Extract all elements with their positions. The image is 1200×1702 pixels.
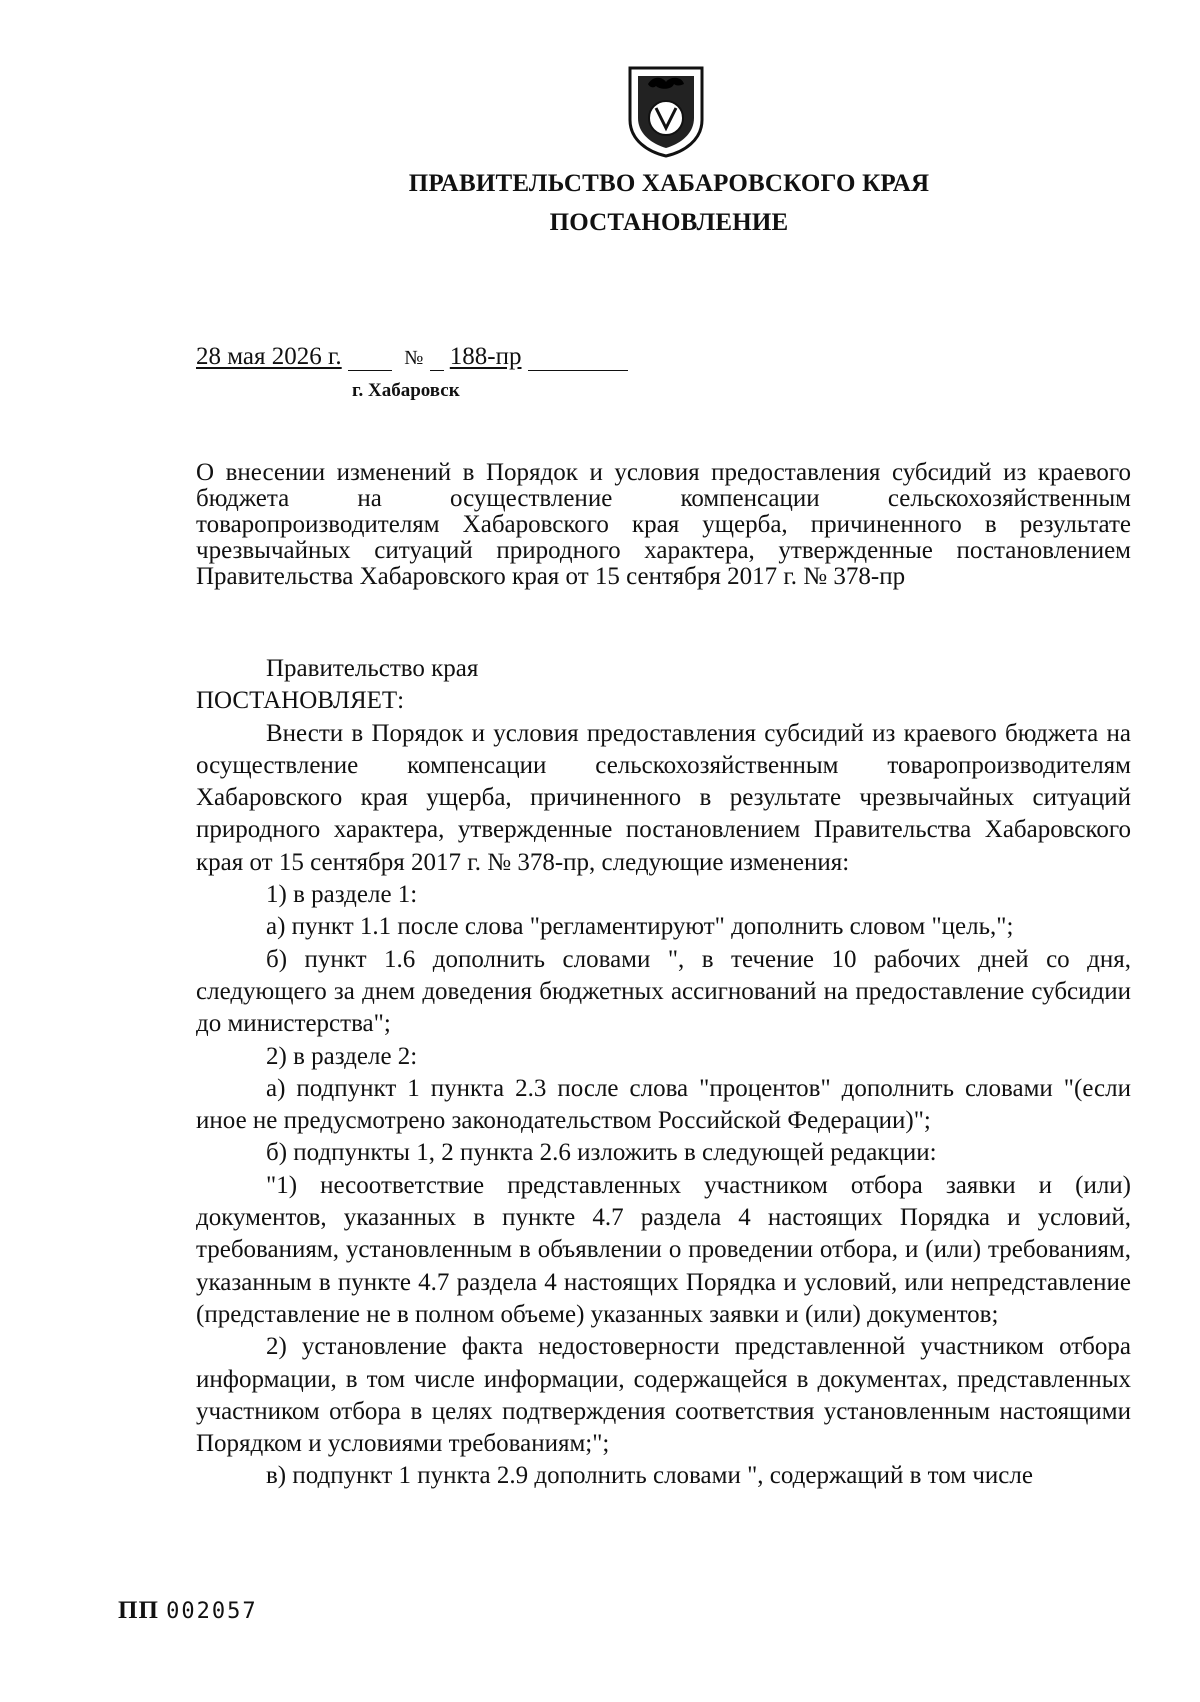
body-paragraph: "1) несоответствие представленных участником отбора заявки и (или) документов, указанных в пункте 4.7 раздела 4 настоящих Порядка и условий, требованиям, установленным в объявлении о проведении отбора, и (или) требованиям, указанным в пункте 4.7 раздела 4 настоящих Порядка и условий, или непредставление (представление не в полном объеме) указанных заявки и (или) документов; — [196, 1171, 1131, 1328]
preamble: Правительство края — [266, 655, 479, 682]
body-paragraph: 1) в разделе 1: — [266, 881, 418, 909]
body-paragraph: 2) установление факта недостоверности представленной участником отбора информации, в том числе информации, содержащейся в документах, представленных участником отбора в целях подтверждения соответствия установленным настоящими Порядком и условиями требованиям;"; — [196, 1333, 1131, 1458]
resolves-heading: ПОСТАНОВЛЯЕТ: — [196, 687, 405, 715]
body-paragraph: а) пункт 1.1 после слова "регламентируют" дополнить словом "цель,"; — [266, 913, 1014, 941]
document-body — [196, 653, 1131, 1493]
form-code-prefix: ПП — [118, 1597, 159, 1624]
number-sign: № — [404, 347, 424, 369]
document-type-title: ПОСТАНОВЛЕНИЕ — [549, 209, 789, 236]
body-paragraph: б) подпункты 1, 2 пункта 2.6 изложить в следующей редакции: — [266, 1139, 937, 1167]
document-number: 188-пр — [449, 343, 522, 370]
body-paragraph: а) подпункт 1 пункта 2.3 после слова "процентов" дополнить словами "(если иное не предусмотрено законодательством Российской Федерации)"; — [196, 1074, 1131, 1135]
date-number-line — [196, 343, 628, 371]
document-city: г. Хабаровск — [352, 380, 460, 401]
date-underline — [348, 344, 392, 371]
body-paragraph: б) пункт 1.6 дополнить словами ", в течение 10 рабочих дней со дня, следующего за днем доведения бюджетных ассигнований на предоставление субсидии до министерства"; — [196, 945, 1131, 1038]
form-code — [118, 1597, 258, 1625]
coat-of-arms-emblem — [626, 62, 706, 158]
body-paragraph: в) подпункт 1 пункта 2.9 дополнить словами ", содержащий в том числе — [266, 1462, 1033, 1490]
form-code-number: 002057 — [166, 1599, 258, 1624]
number-underline — [528, 344, 628, 371]
document-subject: О внесении изменений в Порядок и условия предоставления субсидий из краевого бюджета на осуществление компенсации сельскохозяйственным товаропроизводителям Хабаровского края ущерба, причиненного в результате чрезвычайных ситуаций природного характера, утвержденные постановлением Правительства Хабаровского края от 15 сентября 2017 г. № 378-пр — [196, 459, 1131, 590]
number-underline-lead — [430, 344, 444, 371]
body-paragraph: 2) в разделе 2: — [266, 1042, 418, 1070]
organization-title: ПРАВИТЕЛЬСТВО ХАБАРОВСКОГО КРАЯ — [408, 170, 930, 197]
body-paragraph: Внести в Порядок и условия предоставления субсидий из краевого бюджета на осуществление компенсации сельскохозяйственным товаропроизводителям Хабаровского края ущерба, причиненного в результате чрезвычайных ситуаций природного характера, утвержденные постановлением Правительства Хабаровского края от 15 сентября 2017 г. № 378-пр, следующие изменения: — [196, 719, 1131, 876]
document-date: 28 мая 2026 г. — [196, 343, 342, 370]
